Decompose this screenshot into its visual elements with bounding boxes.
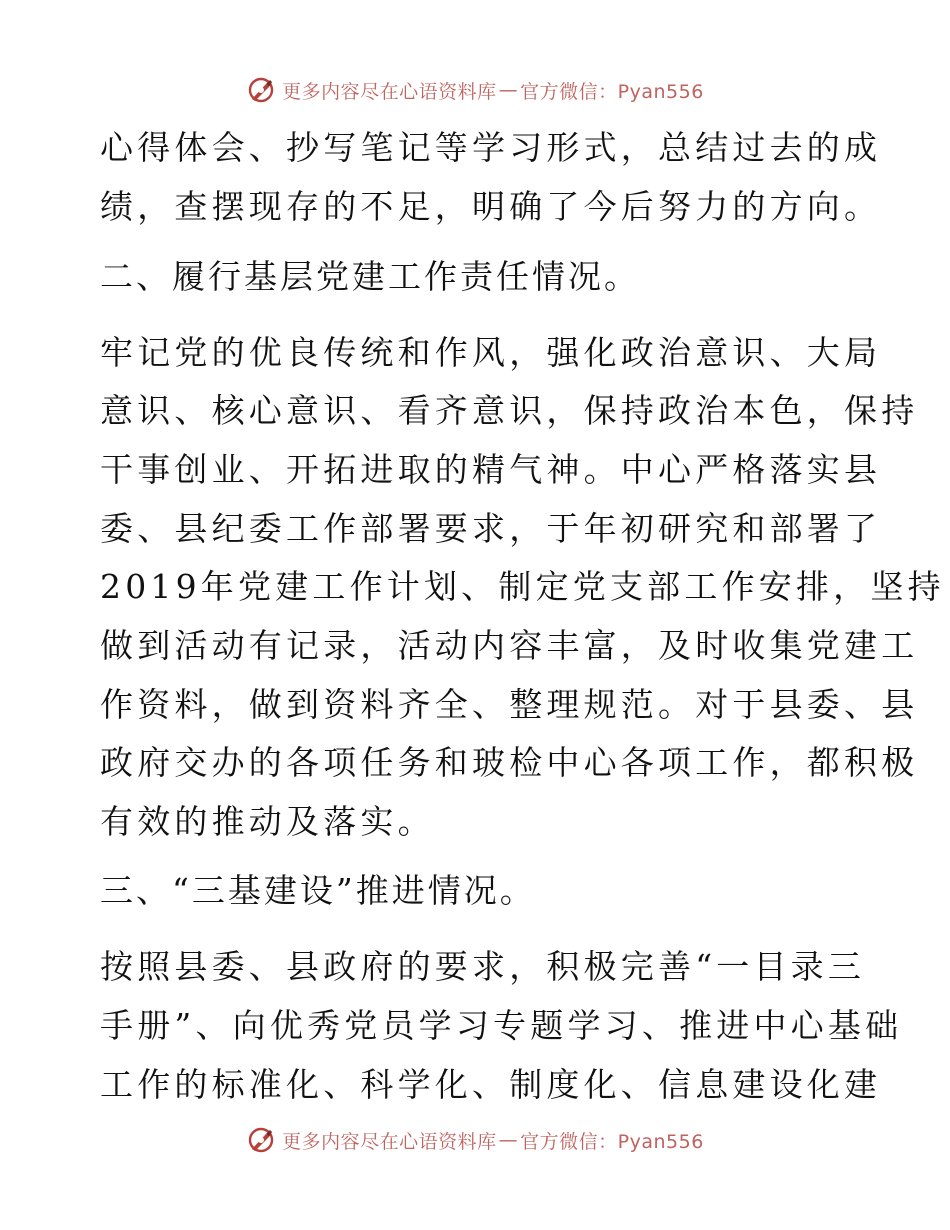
body-line: 有效的推动及落实。 [100, 802, 435, 841]
body-line: 手册”、向优秀党员学习专题学习、推进中心基础 [100, 1006, 903, 1045]
watermark-wechat: 官方微信：Pyan556 [520, 1130, 704, 1153]
pen-logo-icon [246, 75, 276, 105]
header-watermark [0, 70, 950, 110]
body-line: 按照县委、县政府的要求，积极完善“一目录三 [100, 947, 866, 986]
body-line: 作资料，做到资料齐全、整理规范。对于县委、县 [100, 685, 919, 724]
body-line: 意识、核心意识、看齐意识，保持政治本色，保持 [100, 391, 919, 430]
body-line: 政府交办的各项任务和玻检中心各项工作，都积极 [100, 743, 919, 782]
body-line: 心得体会、抄写笔记等学习形式，总结过去的成 [100, 128, 882, 167]
watermark-wechat: 官方微信：Pyan556 [520, 80, 704, 103]
body-line: 绩，查摆现存的不足，明确了今后努力的方向。 [100, 187, 882, 226]
pen-logo-icon [246, 1125, 276, 1155]
watermark-text: 更多内容尽在心语资料库 [282, 80, 497, 103]
body-line: 委、县纪委工作部署要求，于年初研究和部署了 [100, 509, 882, 548]
footer-watermark [0, 1120, 950, 1160]
watermark-text: 更多内容尽在心语资料库 [282, 1130, 497, 1153]
body-line: 牢记党的优良传统和作风，强化政治意识、大局 [100, 333, 882, 372]
body-line: 2019年党建工作计划、制定党支部工作安排，坚持 [100, 567, 945, 606]
section-heading: 二、履行基层党建工作责任情况。 [100, 257, 640, 296]
body-line: 做到活动有记录，活动内容丰富，及时收集党建工 [100, 626, 919, 665]
body-line: 工作的标准化、科学化、制度化、信息建设化建 [100, 1065, 882, 1104]
watermark-dash: — [498, 79, 519, 101]
section-heading: 三、“三基建设”推进情况。 [100, 871, 536, 910]
body-line: 干事创业、开拓进取的精气神。中心严格落实县 [100, 450, 882, 489]
watermark-dash: — [498, 1129, 519, 1151]
